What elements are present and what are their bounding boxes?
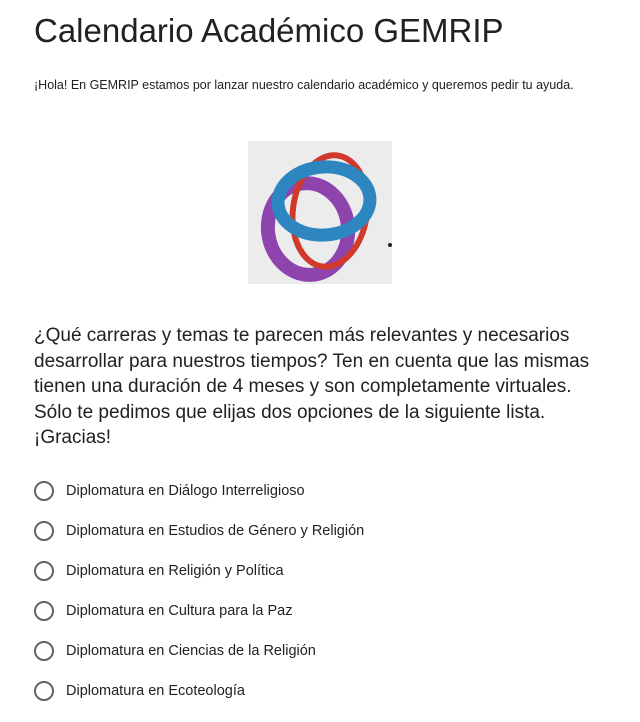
form-description: ¡Hola! En GEMRIP estamos por lanzar nuestro calendario académico y queremos pedir tu ayuda. xyxy=(34,78,574,92)
option-religion-politica[interactable] xyxy=(34,551,614,591)
radio-button[interactable] xyxy=(34,641,54,661)
option-label: Diplomatura en Diálogo Interreligioso xyxy=(66,483,305,499)
option-cultura-paz[interactable] xyxy=(34,591,614,631)
radio-button[interactable] xyxy=(34,481,54,501)
option-label: Diplomatura en Estudios de Género y Religión xyxy=(66,523,365,539)
option-genero-religion[interactable] xyxy=(34,511,614,551)
option-label: Diplomatura en Cultura para la Paz xyxy=(66,603,293,619)
radio-button[interactable] xyxy=(34,681,54,701)
form-title: Calendario Académico GEMRIP xyxy=(34,12,504,49)
option-ecoteologia[interactable] xyxy=(34,671,614,711)
option-ciencias-religion[interactable] xyxy=(34,631,614,671)
option-label: Diplomatura en Ciencias de la Religión xyxy=(66,643,316,659)
radio-button[interactable] xyxy=(34,601,54,621)
option-label: Diplomatura en Ecoteología xyxy=(66,683,245,699)
gemrip-logo-image xyxy=(248,141,392,284)
option-dialogo-interreligioso[interactable] xyxy=(34,471,614,511)
gemrip-logo-icon xyxy=(248,141,392,284)
question-title: ¿Qué carreras y temas te parecen más relevantes y necesarios desarrollar para nuestros tiempos? Ten en cuenta que las mismas tienen una duración de 4 meses y son completamente virtuales. Sólo te pedimos que elijas dos opciones de la siguiente lista. ¡Gracias! xyxy=(34,325,590,448)
radio-button[interactable] xyxy=(34,521,54,541)
radio-button[interactable] xyxy=(34,561,54,581)
option-label: Diplomatura en Religión y Política xyxy=(66,563,284,579)
radio-group xyxy=(34,471,614,711)
